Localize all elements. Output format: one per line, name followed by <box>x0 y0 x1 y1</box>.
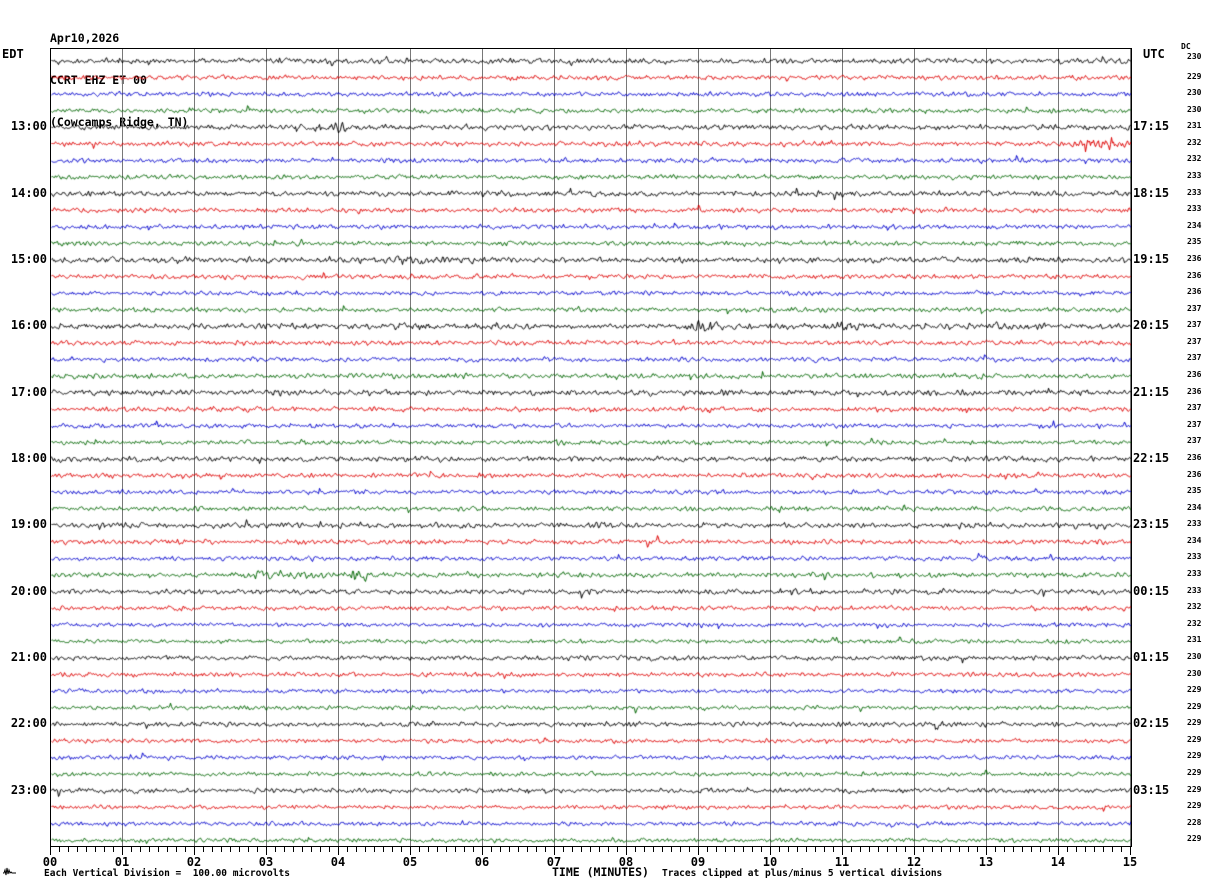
dc-offset-value: 229 <box>1187 71 1202 81</box>
x-axis-tick-label: 08 <box>618 855 634 869</box>
edt-time-label: 21:00 <box>10 649 47 664</box>
dc-offset-value: 237 <box>1187 419 1202 429</box>
edt-time-label: 18:00 <box>10 450 47 465</box>
dc-offset-value: 237 <box>1187 320 1202 330</box>
utc-time-label: 01:15 <box>1133 649 1170 664</box>
edt-time-label: 19:00 <box>10 517 47 532</box>
edt-time-label: 17:00 <box>10 384 47 399</box>
dc-offset-value: 236 <box>1187 287 1202 297</box>
dc-offset-value: 233 <box>1187 569 1202 579</box>
utc-time-label: 22:15 <box>1133 450 1170 465</box>
utc-time-label: 23:15 <box>1133 517 1170 532</box>
dc-offset-value: 233 <box>1187 519 1202 529</box>
x-axis-tick-label: 04 <box>330 855 346 869</box>
dc-offset-value: 232 <box>1187 618 1202 628</box>
dc-offset-value: 232 <box>1187 137 1202 147</box>
dc-offset-value: 237 <box>1187 336 1202 346</box>
utc-time-label: 18:15 <box>1133 185 1170 200</box>
dc-column-label: DC <box>1181 42 1191 51</box>
dc-offset-value: 229 <box>1187 701 1202 711</box>
utc-time-label: 20:15 <box>1133 318 1170 333</box>
utc-time-label: 21:15 <box>1133 384 1170 399</box>
x-axis-tick-label: 13 <box>978 855 994 869</box>
dc-offset-value: 236 <box>1187 452 1202 462</box>
dc-offset-value: 236 <box>1187 469 1202 479</box>
edt-time-label: 16:00 <box>10 318 47 333</box>
dc-offset-value: 229 <box>1187 768 1202 778</box>
x-axis-tick-label: 09 <box>690 855 706 869</box>
dc-offset-value: 235 <box>1187 486 1202 496</box>
edt-time-label: 15:00 <box>10 251 47 266</box>
x-axis-tick-label: 15 <box>1122 855 1138 869</box>
dc-offset-value: 230 <box>1187 52 1202 61</box>
left-timezone-label: EDT <box>2 47 24 61</box>
x-axis-tick-label: 05 <box>402 855 418 869</box>
x-axis-major-ticks <box>50 846 1131 855</box>
vertical-division-footnote: Each Vertical Division = 100.00 microvolts <box>44 868 290 879</box>
utc-time-label: 02:15 <box>1133 716 1170 731</box>
dc-offset-value: 236 <box>1187 270 1202 280</box>
clipping-footnote: Traces clipped at plus/minus 5 vertical divisions <box>662 868 943 879</box>
edt-time-label: 23:00 <box>10 782 47 797</box>
dc-offset-value: 231 <box>1187 635 1202 645</box>
dc-offset-value: 235 <box>1187 237 1202 247</box>
utc-time-label: 17:15 <box>1133 119 1170 134</box>
dc-offset-value: 230 <box>1187 651 1202 661</box>
dc-offset-value: 232 <box>1187 154 1202 164</box>
x-axis-tick-label: 03 <box>258 855 274 869</box>
edt-time-label: 22:00 <box>10 716 47 731</box>
dc-offset-value: 236 <box>1187 386 1202 396</box>
dc-offset-value: 237 <box>1187 436 1202 446</box>
dc-offset-value: 233 <box>1187 552 1202 562</box>
header-date: Apr10,2026 <box>50 31 120 45</box>
dc-offset-value: 229 <box>1187 685 1202 695</box>
x-axis-tick-label: 10 <box>762 855 778 869</box>
dc-offset-value: 230 <box>1187 104 1202 114</box>
dc-offset-value: 229 <box>1187 718 1202 728</box>
utc-time-label: 03:15 <box>1133 782 1170 797</box>
dc-offset-value: 237 <box>1187 403 1202 413</box>
dc-offset-value: 232 <box>1187 602 1202 612</box>
x-axis-tick-label: 11 <box>834 855 850 869</box>
dc-offset-value: 236 <box>1187 370 1202 380</box>
dc-offset-value: 233 <box>1187 187 1202 197</box>
seismogram-plot-area <box>50 48 1132 847</box>
dc-offset-value: 233 <box>1187 204 1202 214</box>
dc-offset-value: 233 <box>1187 585 1202 595</box>
dc-offset-value: 233 <box>1187 171 1202 181</box>
x-axis-tick-label: 07 <box>546 855 562 869</box>
dc-offset-value: 237 <box>1187 353 1202 363</box>
seismogram-traces-canvas <box>51 49 1131 846</box>
dc-offset-value: 237 <box>1187 303 1202 313</box>
x-axis-tick-label: 14 <box>1050 855 1066 869</box>
dc-offset-value: 234 <box>1187 535 1202 545</box>
right-timezone-label: UTC <box>1143 47 1165 61</box>
x-axis-tick-label: 12 <box>906 855 922 869</box>
dc-offset-value: 234 <box>1187 502 1202 512</box>
dc-offset-value: 229 <box>1187 801 1202 811</box>
x-axis-tick-label: 06 <box>474 855 490 869</box>
dc-offset-value: 234 <box>1187 220 1202 230</box>
dc-offset-value: 228 <box>1187 817 1202 827</box>
dc-offset-value: 231 <box>1187 121 1202 131</box>
utc-time-label: 00:15 <box>1133 583 1170 598</box>
dc-offset-value: 229 <box>1187 834 1202 844</box>
utc-time-label: 19:15 <box>1133 251 1170 266</box>
x-axis-tick-label: 01 <box>114 855 130 869</box>
dc-offset-value: 229 <box>1187 784 1202 794</box>
edt-time-label: 14:00 <box>10 185 47 200</box>
edt-time-label: 13:00 <box>10 119 47 134</box>
dc-offset-value: 229 <box>1187 734 1202 744</box>
x-axis-tick-label: 02 <box>186 855 202 869</box>
dc-offset-value: 230 <box>1187 88 1202 98</box>
seismic-squiggle-icon <box>3 867 17 876</box>
dc-offset-value: 230 <box>1187 668 1202 678</box>
x-axis-title: TIME (MINUTES) <box>552 865 649 879</box>
x-axis-tick-label: 00 <box>42 855 58 869</box>
dc-offset-value: 236 <box>1187 253 1202 263</box>
dc-offset-value: 229 <box>1187 751 1202 761</box>
edt-time-label: 20:00 <box>10 583 47 598</box>
